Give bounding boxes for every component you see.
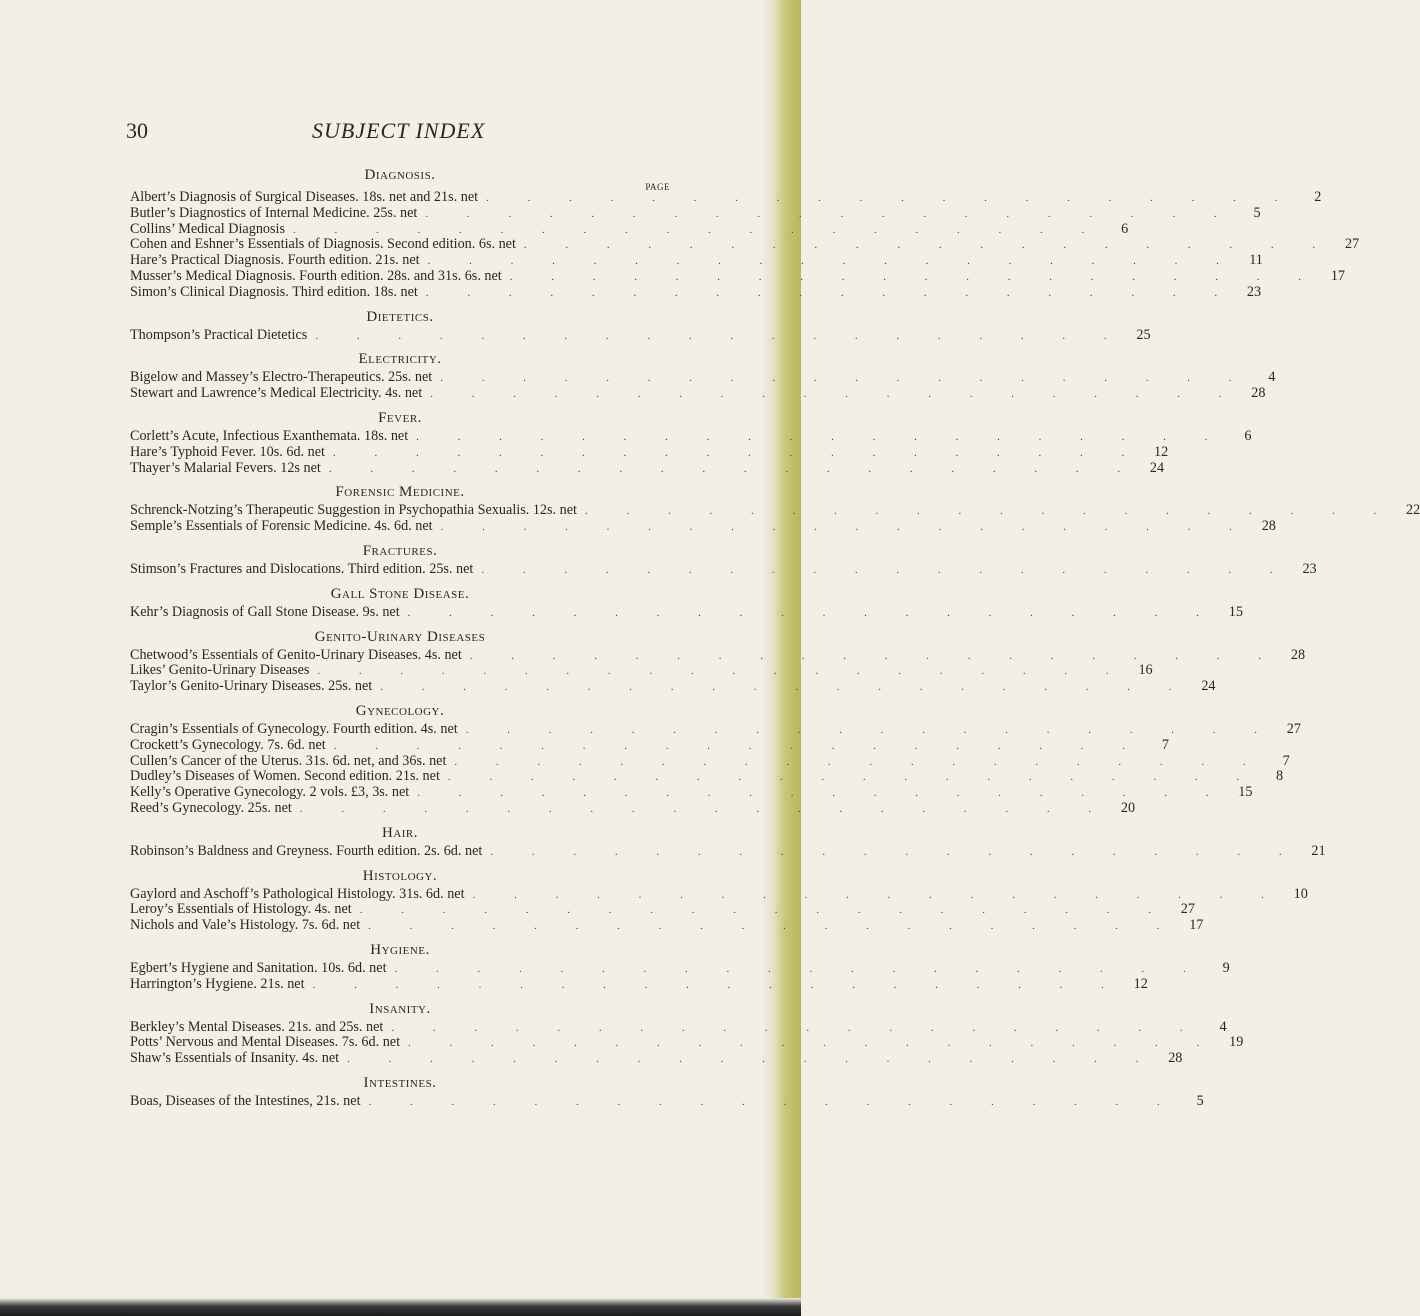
entry-page-number: 4 — [1219, 1018, 1227, 1035]
entry-title: Cullen’s Cancer of the Uterus. 31s. 6d. net, and 36s. net — [130, 752, 447, 769]
dot-leader: . . . . . . . . . . . . . . . . . . . . — [523, 239, 1334, 252]
entry-title: Likes’ Genito-Urinary Diseases — [130, 662, 310, 679]
entry-title: Schrenck-Notzing’s Therapeutic Suggestion in Psychopathia Sexualis. 12s. net — [130, 502, 577, 519]
index-entry — [130, 220, 1129, 238]
entry-title: Butler’s Diagnostics of Internal Medicine. 25s. net — [130, 204, 418, 221]
index-section — [130, 998, 1244, 1067]
entry-title: Robinson’s Baldness and Greyness. Fourth edition. 2s. 6d. net — [130, 842, 483, 859]
dot-leader: . . . . . . . . . . . . . . . . . . . . — [425, 207, 1235, 220]
index-section — [130, 865, 1308, 934]
section-heading: Hygiene. — [370, 941, 430, 958]
entry-page-number: 28 — [1168, 1050, 1183, 1067]
entry-page-number: 20 — [1120, 799, 1136, 816]
section-heading: Dietetics. — [366, 308, 434, 325]
entry-page-number: 27 — [1180, 901, 1195, 918]
entry-page-number: 4 — [1268, 369, 1276, 386]
entry-page-number: 9 — [1222, 959, 1230, 976]
dot-leader: . . . . . . . . . . . . . . . . . . . . — [509, 270, 1319, 283]
entry-title: Berkley’s Mental Diseases. 21s. and 25s. net — [130, 1018, 384, 1035]
index-section — [130, 700, 1301, 817]
dot-leader: . . . . . . . . . . . . . . . . . . . . — [293, 223, 1103, 236]
dot-leader: . . . . . . . . . . . . . . . . . . . . — [368, 920, 1178, 933]
index-section — [130, 407, 1252, 476]
entry-page-number: 23 — [1302, 560, 1317, 577]
entry-page-number: 28 — [1261, 518, 1276, 535]
page-column-label: PAGE — [645, 182, 670, 192]
entry-page-number: 21 — [1311, 842, 1326, 859]
index-entry — [130, 385, 1266, 402]
entry-page-number: 23 — [1246, 283, 1262, 300]
entry-page-number: 28 — [1290, 646, 1306, 663]
entry-page-number: 27 — [1344, 236, 1360, 253]
entry-page-number: 10 — [1293, 885, 1308, 902]
dot-leader: . . . . . . . . . . . . . . . . . . . . — [312, 978, 1122, 991]
section-heading: Histology. — [362, 867, 438, 884]
dot-leader: . . . . . . . . . . . . . . . . . . . . — [427, 255, 1237, 268]
index-section — [130, 822, 1326, 860]
index-entry — [130, 204, 1261, 222]
index-entry — [130, 502, 1420, 519]
index-entry — [130, 752, 1290, 770]
index-entry — [130, 678, 1216, 695]
section-heading: Intestines. — [363, 1074, 437, 1091]
dot-leader: . . . . . . . . . . . . . . . . . . . . — [394, 962, 1204, 975]
entry-page-number: 25 — [1136, 326, 1151, 343]
index-section — [130, 481, 1420, 535]
entry-page-number: 17 — [1189, 917, 1204, 934]
entry-title: Boas, Diseases of the Intestines, 21s. net — [130, 1092, 361, 1109]
index-entry — [130, 267, 1345, 285]
entry-title: Collins’ Medical Diagnosis — [130, 220, 285, 237]
entry-page-number: 2 — [1314, 189, 1322, 205]
entry-page-number: 12 — [1154, 443, 1169, 460]
index-entry — [130, 784, 1253, 801]
entry-title: Taylor’s Genito-Urinary Diseases. 25s. net — [130, 678, 373, 695]
index-entry — [130, 917, 1204, 934]
index-entry — [130, 427, 1252, 445]
entry-page-number: 5 — [1196, 1092, 1204, 1109]
dot-leader: . . . . . . . . . . . . . . . . . . . . — [469, 649, 1280, 662]
section-heading: Diagnosis. — [364, 167, 436, 183]
page-header — [0, 118, 801, 148]
dot-leader: . . . . . . . . . . . . . . . . . . . . — [430, 388, 1240, 401]
entry-page-number: 11 — [1249, 252, 1263, 269]
section-heading: Gynecology. — [355, 702, 445, 719]
index-entry — [130, 560, 1317, 578]
dot-leader: . . . . . . . . . . . . . . . . . . . . — [333, 739, 1143, 752]
index-entry — [130, 189, 1322, 206]
entry-title: Chetwood’s Essentials of Genito-Urinary Diseases. 4s. net — [130, 646, 462, 663]
entry-page-number: 16 — [1138, 662, 1153, 679]
dot-leader: . . . . . . . . . . . . . . . . . . . . — [454, 755, 1264, 768]
dot-leader: . . . . . . . . . . . . . . . . . . . . — [490, 845, 1300, 858]
index-section — [130, 164, 1360, 301]
index-entry — [130, 1092, 1204, 1110]
entry-title: Hare’s Typhoid Fever. 10s. 6d. net — [130, 443, 325, 460]
entry-page-number: 6 — [1121, 220, 1129, 237]
dot-leader: . . . . . . . . . . . . . . . . . . . . — [472, 888, 1282, 901]
entry-page-number: 6 — [1244, 427, 1252, 444]
entry-page-number: 8 — [1276, 768, 1284, 785]
entry-page-number: 12 — [1133, 975, 1148, 992]
entry-title: Harrington’s Hygiene. 21s. net — [130, 975, 305, 992]
index-entry — [130, 662, 1153, 679]
dot-leader: . . . . . . . . . . . . . . . . . . . . — [447, 771, 1258, 784]
entry-title: Gaylord and Aschoff’s Pathological Histology. 31s. 6d. net — [130, 885, 465, 902]
index-entry — [130, 842, 1326, 860]
index-entry — [130, 443, 1169, 461]
index-entry — [130, 283, 1262, 301]
index-entry — [130, 459, 1165, 477]
index-entry — [130, 885, 1308, 903]
entry-page-number: 24 — [1149, 459, 1165, 476]
dot-leader: . . . . . . . . . . . . . . . . . . . . — [407, 606, 1217, 619]
running-title: SUBJECT INDEX — [312, 118, 486, 143]
index-entry — [130, 768, 1284, 785]
index-section — [130, 583, 1243, 621]
index-section — [130, 306, 1151, 344]
section-heading: Gall Stone Disease. — [330, 585, 470, 602]
entry-title: Dudley’s Diseases of Women. Second edition. 21s. net — [130, 768, 440, 785]
section-heading: Hair. — [381, 824, 419, 841]
dot-leader: . . . . . . . . . . . . . . . . . . . . — [584, 505, 1395, 518]
entry-title: Potts’ Nervous and Mental Diseases. 7s. 6d. net — [130, 1034, 401, 1051]
section-heading: Genito-Urinary Diseases — [314, 628, 486, 645]
section-heading: Forensic Medicine. — [335, 484, 465, 501]
entry-title: Cohen and Eshner’s Essentials of Diagnosis. Second edition. 6s. net — [130, 236, 516, 253]
section-heading: Electricity. — [358, 351, 442, 368]
entry-title: Thompson’s Practical Dietetics — [130, 326, 308, 343]
dot-leader: . . . . . . . . . . . . . . . . . . . . — [408, 1037, 1218, 1050]
subject-index — [130, 160, 1420, 1115]
dot-leader: . . . . . . . . . . . . . . . . . . . . — [317, 665, 1127, 678]
index-entry — [130, 720, 1301, 738]
entry-page-number: 22 — [1406, 502, 1420, 519]
entry-page-number: 27 — [1286, 720, 1301, 737]
dot-leader: . . . . . . . . . . . . . . . . . . . . — [486, 192, 1296, 204]
index-section — [130, 939, 1230, 993]
entry-title: Shaw’s Essentials of Insanity. 4s. net — [130, 1050, 340, 1067]
dot-leader: . . . . . . . . . . . . . . . . . . . . — [332, 446, 1143, 459]
index-entry — [130, 518, 1276, 535]
index-entry — [130, 326, 1151, 344]
dot-leader: . . . . . . . . . . . . . . . . . . . . — [417, 787, 1227, 800]
entry-title: Stimson’s Fractures and Dislocations. Third edition. 25s. net — [130, 560, 474, 577]
entry-title: Thayer’s Malarial Fevers. 12s net — [130, 459, 321, 476]
entry-page-number: 7 — [1161, 736, 1169, 753]
entry-title: Reed’s Gynecology. 25s. net — [130, 799, 292, 816]
dot-leader: . . . . . . . . . . . . . . . . . . . . — [368, 1095, 1178, 1108]
entry-title: Albert’s Diagnosis of Surgical Diseases. 18s. net and 21s. net — [130, 189, 479, 205]
entry-title: Hare’s Practical Diagnosis. Fourth edition. 21s. net — [130, 252, 420, 269]
dot-leader: . . . . . . . . . . . . . . . . . . . . — [416, 430, 1226, 443]
index-section — [130, 348, 1276, 402]
index-entry — [130, 236, 1360, 253]
entry-title: Musser’s Medical Diagnosis. Fourth edition. 28s. and 31s. 6s. net — [130, 267, 502, 284]
index-entry — [130, 799, 1136, 817]
dot-leader: . . . . . . . . . . . . . . . . . . . . — [347, 1053, 1157, 1066]
entry-title: Kelly’s Operative Gynecology. 2 vols. £3, 3s. net — [130, 784, 410, 801]
index-entry — [130, 252, 1263, 269]
entry-title: Semple’s Essentials of Forensic Medicine. 4s. 6d. net — [130, 518, 433, 535]
section-heading: Fractures. — [362, 542, 438, 559]
entry-page-number: 15 — [1228, 603, 1243, 620]
index-section — [130, 540, 1317, 578]
entry-title: Simon’s Clinical Diagnosis. Third edition. 18s. net — [130, 283, 418, 300]
entry-title: Egbert’s Hygiene and Sanitation. 10s. 6d. net — [130, 959, 387, 976]
index-section — [130, 626, 1306, 695]
entry-page-number: 28 — [1251, 385, 1266, 402]
page-number: 30 — [126, 118, 148, 143]
dot-leader: . . . . . . . . . . . . . . . . . . . . — [328, 462, 1139, 475]
entry-page-number: 15 — [1238, 784, 1253, 801]
dot-leader: . . . . . . . . . . . . . . . . . . . . — [440, 521, 1250, 534]
dot-leader: . . . . . . . . . . . . . . . . . . . . — [425, 286, 1236, 299]
entry-page-number: 7 — [1282, 752, 1290, 769]
section-heading: Insanity. — [369, 1000, 431, 1017]
dot-leader: . . . . . . . . . . . . . . . . . . . . — [440, 372, 1250, 385]
index-entry — [130, 646, 1306, 664]
entry-title: Bigelow and Massey’s Electro-Therapeutics. 25s. net — [130, 369, 433, 386]
dot-leader: . . . . . . . . . . . . . . . . . . . . — [359, 904, 1169, 917]
index-entry — [130, 1034, 1244, 1051]
entry-title: Kehr’s Diagnosis of Gall Stone Disease. 9s. net — [130, 603, 400, 620]
index-entry — [130, 1050, 1183, 1067]
index-entry — [130, 975, 1148, 993]
entry-page-number: 5 — [1253, 204, 1261, 221]
dot-leader: . . . . . . . . . . . . . . . . . . . . — [481, 563, 1291, 576]
index-entry — [130, 736, 1169, 754]
entry-page-number: 24 — [1201, 678, 1216, 695]
dot-leader: . . . . . . . . . . . . . . . . . . . . — [299, 802, 1110, 815]
entry-page-number: 17 — [1330, 267, 1345, 284]
bottom-edge — [0, 1298, 801, 1316]
dot-leader: . . . . . . . . . . . . . . . . . . . . — [391, 1021, 1201, 1034]
entry-title: Leroy’s Essentials of Histology. 4s. net — [130, 901, 352, 918]
index-entry — [130, 959, 1230, 977]
section-heading: Fever. — [378, 409, 422, 426]
index-entry — [130, 369, 1276, 386]
dot-leader: . . . . . . . . . . . . . . . . . . . . — [465, 723, 1275, 736]
entry-title: Stewart and Lawrence’s Medical Electricity. 4s. net — [130, 385, 423, 402]
index-entry — [130, 603, 1243, 621]
index-entry — [130, 901, 1195, 918]
entry-title: Cragin’s Essentials of Gynecology. Fourth edition. 4s. net — [130, 720, 458, 737]
dot-leader: . . . . . . . . . . . . . . . . . . . . — [315, 329, 1125, 342]
index-entry — [130, 1018, 1227, 1036]
dot-leader: . . . . . . . . . . . . . . . . . . . . — [380, 681, 1190, 694]
entry-page-number: 19 — [1229, 1034, 1244, 1051]
entry-title: Nichols and Vale’s Histology. 7s. 6d. net — [130, 917, 361, 934]
index-section — [130, 1072, 1204, 1110]
entry-title: Crockett’s Gynecology. 7s. 6d. net — [130, 736, 326, 753]
entry-title: Corlett’s Acute, Infectious Exanthemata. 18s. net — [130, 427, 409, 444]
